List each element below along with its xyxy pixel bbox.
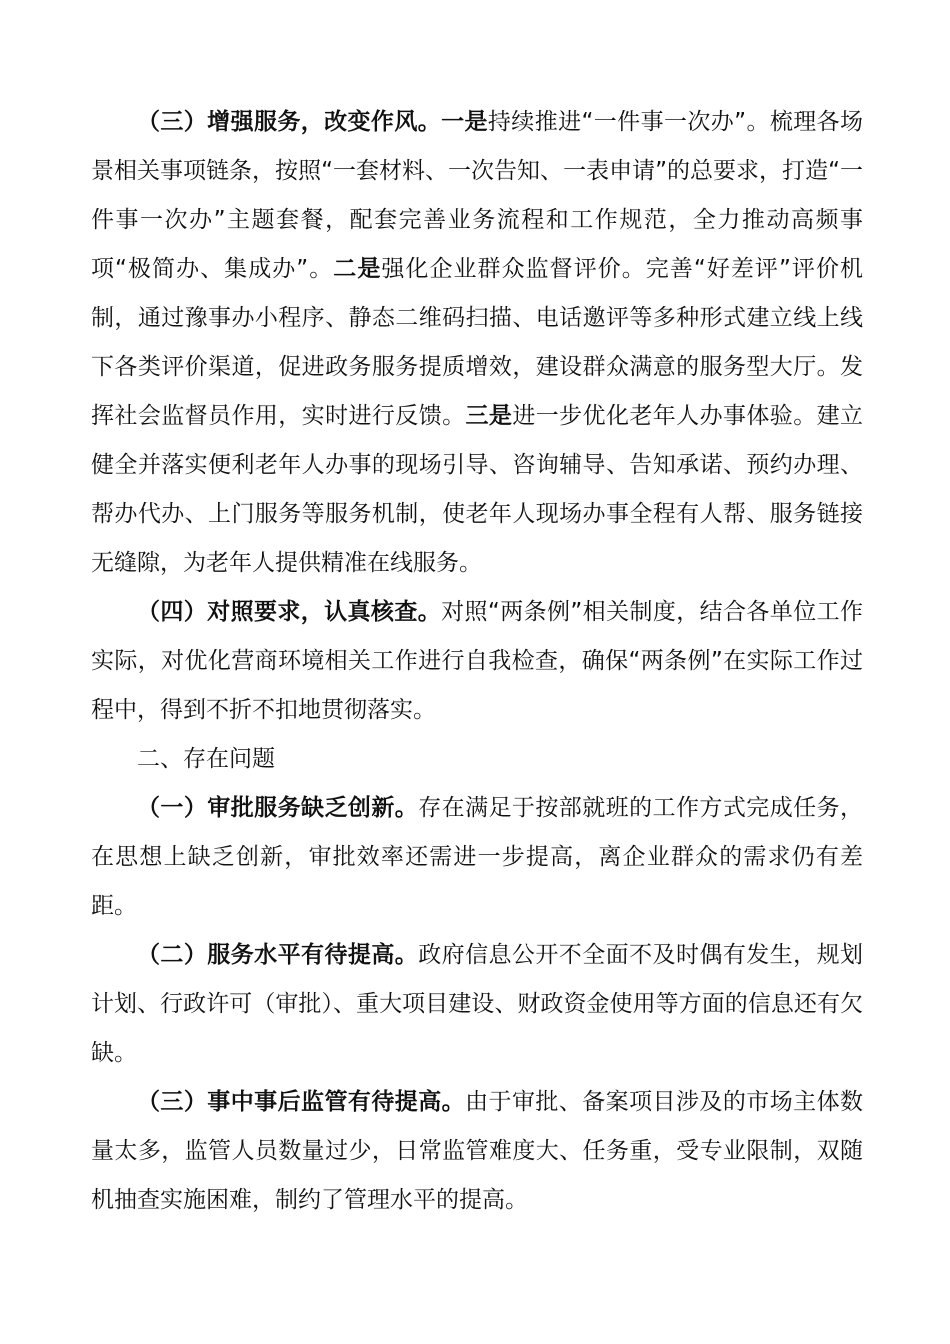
text-compliance-check: 对照“两条例”相关制度，结合各单位工作实际，对优化营商环境相关工作进行自我检查，确保“两条例”在实际工作过程中，得到不折不扣地贯彻落实。: [91, 599, 863, 723]
heading-service-improvement: （三）增强服务，改变作风。: [137, 109, 442, 135]
heading-compliance-check: （四）对照要求，认真核查。: [137, 599, 442, 625]
heading-service-level: （二）服务水平有待提高。: [137, 942, 419, 968]
text-supervision: 由于审批、备案项目涉及的市场主体数量太多，监管人员数量过少，日常监管难度大、任务重，受专业限制，双随机抽查实施困难，制约了管理水平的提高。: [91, 1089, 864, 1213]
heading-lack-of-innovation: （一）审批服务缺乏创新。: [137, 795, 419, 821]
paragraph-compliance-check: [91, 588, 863, 735]
item-text-second: 强化企业群众监督评价。完善“好差评”评价机制，通过豫事办小程序、静态二维码扫描、电话邀评等多种形式建立线上线下各类评价渠道，促进政务服务提质增效，建设群众满意的服务型大厅。发挥社会监督员作用，实时进行反馈。: [91, 256, 864, 429]
paragraph-service-level: [91, 931, 863, 1078]
document-body: [91, 98, 863, 1225]
section-title-existing-problems: 二、存在问题: [137, 746, 275, 772]
item-label-first: 一是: [441, 109, 488, 135]
paragraph-service-improvement: [91, 98, 863, 588]
item-text-first: 持续推进“一件事一次办”。梳理各场景相关事项链条，按照“一套材料、一次告知、一表申请”的总要求，打造“一件事一次办”主题套餐，配套完善业务流程和工作规范，全力推动高频事项“极简办、集成办”。: [91, 109, 864, 282]
text-service-level: 政府信息公开不全面不及时偶有发生，规划计划、行政许可（审批）、重大项目建设、财政资金使用等方面的信息还有欠缺。: [91, 942, 864, 1066]
paragraph-supervision: [91, 1078, 863, 1225]
item-label-second: 二是: [333, 256, 382, 282]
paragraph-lack-of-innovation: [91, 784, 863, 931]
text-lack-of-innovation: 存在满足于按部就班的工作方式完成任务，在思想上缺乏创新，审批效率还需进一步提高，离企业群众的需求仍有差距。: [91, 795, 864, 919]
section-heading-existing-problems: [91, 735, 863, 784]
item-label-third: 三是: [465, 403, 513, 429]
item-text-third: 进一步优化老年人办事体验。建立健全并落实便利老年人办事的现场引导、咨询辅导、告知承诺、预约办理、帮办代办、上门服务等服务机制，使老年人现场办事全程有人帮、服务链接无缝隙，为老年人提供精准在线服务。: [91, 403, 863, 576]
heading-supervision: （三）事中事后监管有待提高。: [137, 1089, 466, 1115]
